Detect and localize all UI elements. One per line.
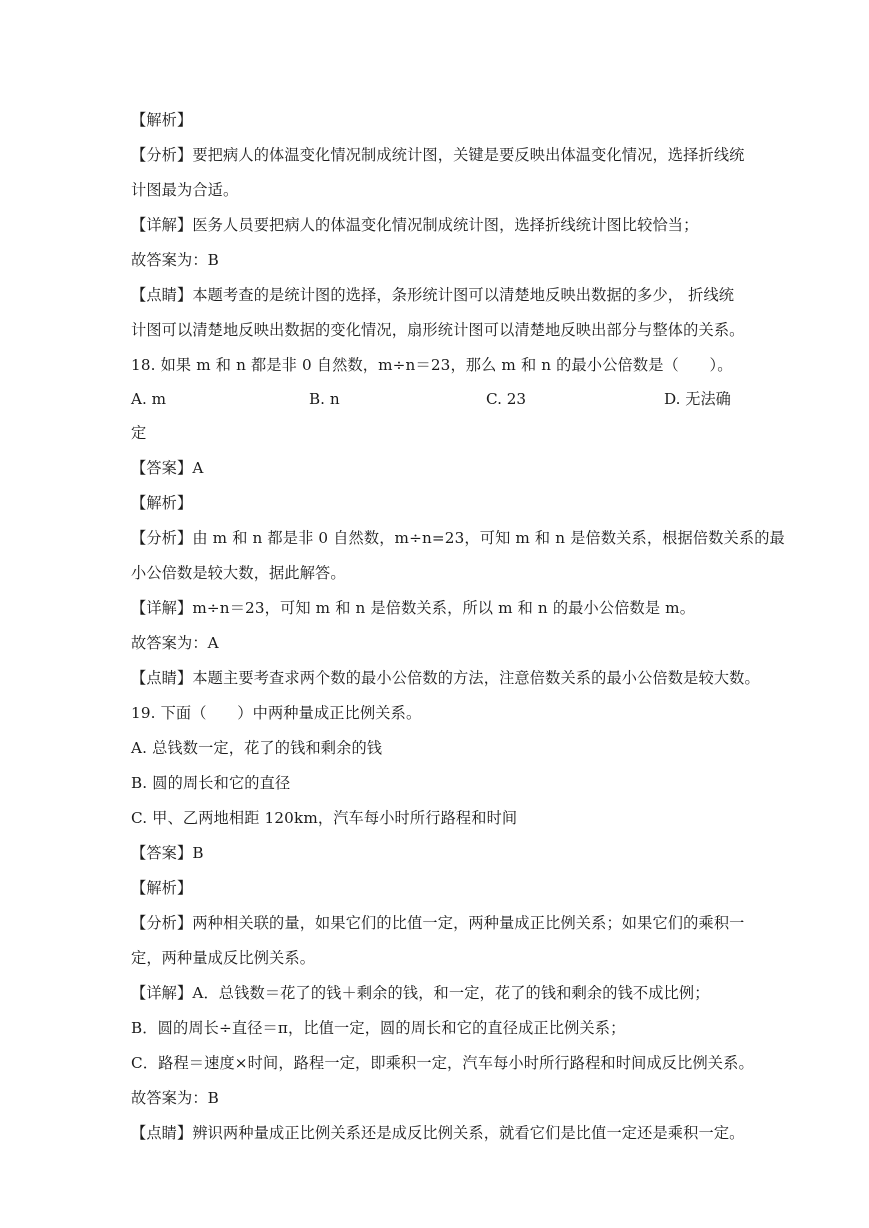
q18-option-b: B. n bbox=[309, 390, 340, 408]
question-18: 18. 如果 m 和 n 都是非 0 自然数，m÷n＝23，那么 m 和 n 的最小公倍数是（ ）。 bbox=[131, 356, 733, 374]
answer-label: 【答案】A bbox=[131, 459, 204, 477]
q18-option-d-wrap: 定 bbox=[131, 424, 147, 442]
q18-option-d: D. 无法确 bbox=[664, 390, 731, 408]
comment-text: 【点睛】本题考查的是统计图的选择，条形统计图可以清楚地反映出数据的多少， 折线统 bbox=[131, 286, 735, 304]
q18-option-c: C. 23 bbox=[486, 390, 527, 408]
section-label-analysis: 【解析】 bbox=[131, 494, 193, 512]
analysis-text: 【分析】由 m 和 n 都是非 0 自然数，m÷n=23，可知 m 和 n 是倍数关系，根据倍数关系的最 bbox=[131, 529, 785, 547]
answer-line: 故答案为：B bbox=[131, 1089, 219, 1107]
q19-option-c: C. 甲、乙两地相距 120km，汽车每小时所行路程和时间 bbox=[131, 809, 518, 827]
analysis-text: 小公倍数是较大数，据此解答。 bbox=[131, 564, 346, 582]
detail-text: 【详解】m÷n＝23，可知 m 和 n 是倍数关系，所以 m 和 n 的最小公倍数是 m。 bbox=[131, 599, 696, 617]
detail-text: C．路程＝速度×时间，路程一定，即乘积一定，汽车每小时所行路程和时间成反比例关系。 bbox=[131, 1054, 754, 1072]
comment-text: 【点睛】辨识两种量成正比例关系还是成反比例关系，就看它们是比值一定还是乘积一定。 bbox=[131, 1124, 745, 1142]
question-19: 19. 下面（ ）中两种量成正比例关系。 bbox=[131, 704, 422, 722]
analysis-text: 【分析】要把病人的体温变化情况制成统计图，关键是要反映出体温变化情况，选择折线统 bbox=[131, 146, 745, 164]
analysis-text: 计图最为合适。 bbox=[131, 181, 239, 199]
answer-line: 故答案为：A bbox=[131, 634, 219, 652]
detail-text: 【详解】医务人员要把病人的体温变化情况制成统计图，选择折线统计图比较恰当； bbox=[131, 216, 699, 234]
q18-option-a: A. m bbox=[131, 390, 167, 408]
comment-text: 【点睛】本题主要考查求两个数的最小公倍数的方法，注意倍数关系的最小公倍数是较大数。 bbox=[131, 669, 760, 687]
comment-text: 计图可以清楚地反映出数据的变化情况，扇形统计图可以清楚地反映出部分与整体的关系。 bbox=[131, 321, 745, 339]
q19-option-a: A. 总钱数一定，花了的钱和剩余的钱 bbox=[131, 739, 383, 757]
section-label-analysis: 【解析】 bbox=[131, 879, 193, 897]
analysis-text: 定，两种量成反比例关系。 bbox=[131, 949, 316, 967]
detail-text: B．圆的周长÷直径＝π，比值一定，圆的周长和它的直径成正比例关系； bbox=[131, 1019, 626, 1037]
section-label-analysis: 【解析】 bbox=[131, 111, 193, 129]
answer-line: 故答案为：B bbox=[131, 251, 219, 269]
detail-text: 【详解】A．总钱数＝花了的钱＋剩余的钱，和一定，花了的钱和剩余的钱不成比例； bbox=[131, 984, 710, 1002]
q19-option-b: B. 圆的周长和它的直径 bbox=[131, 774, 291, 792]
analysis-text: 【分析】两种相关联的量，如果它们的比值一定，两种量成正比例关系；如果它们的乘积一 bbox=[131, 914, 745, 932]
answer-label: 【答案】B bbox=[131, 844, 204, 862]
